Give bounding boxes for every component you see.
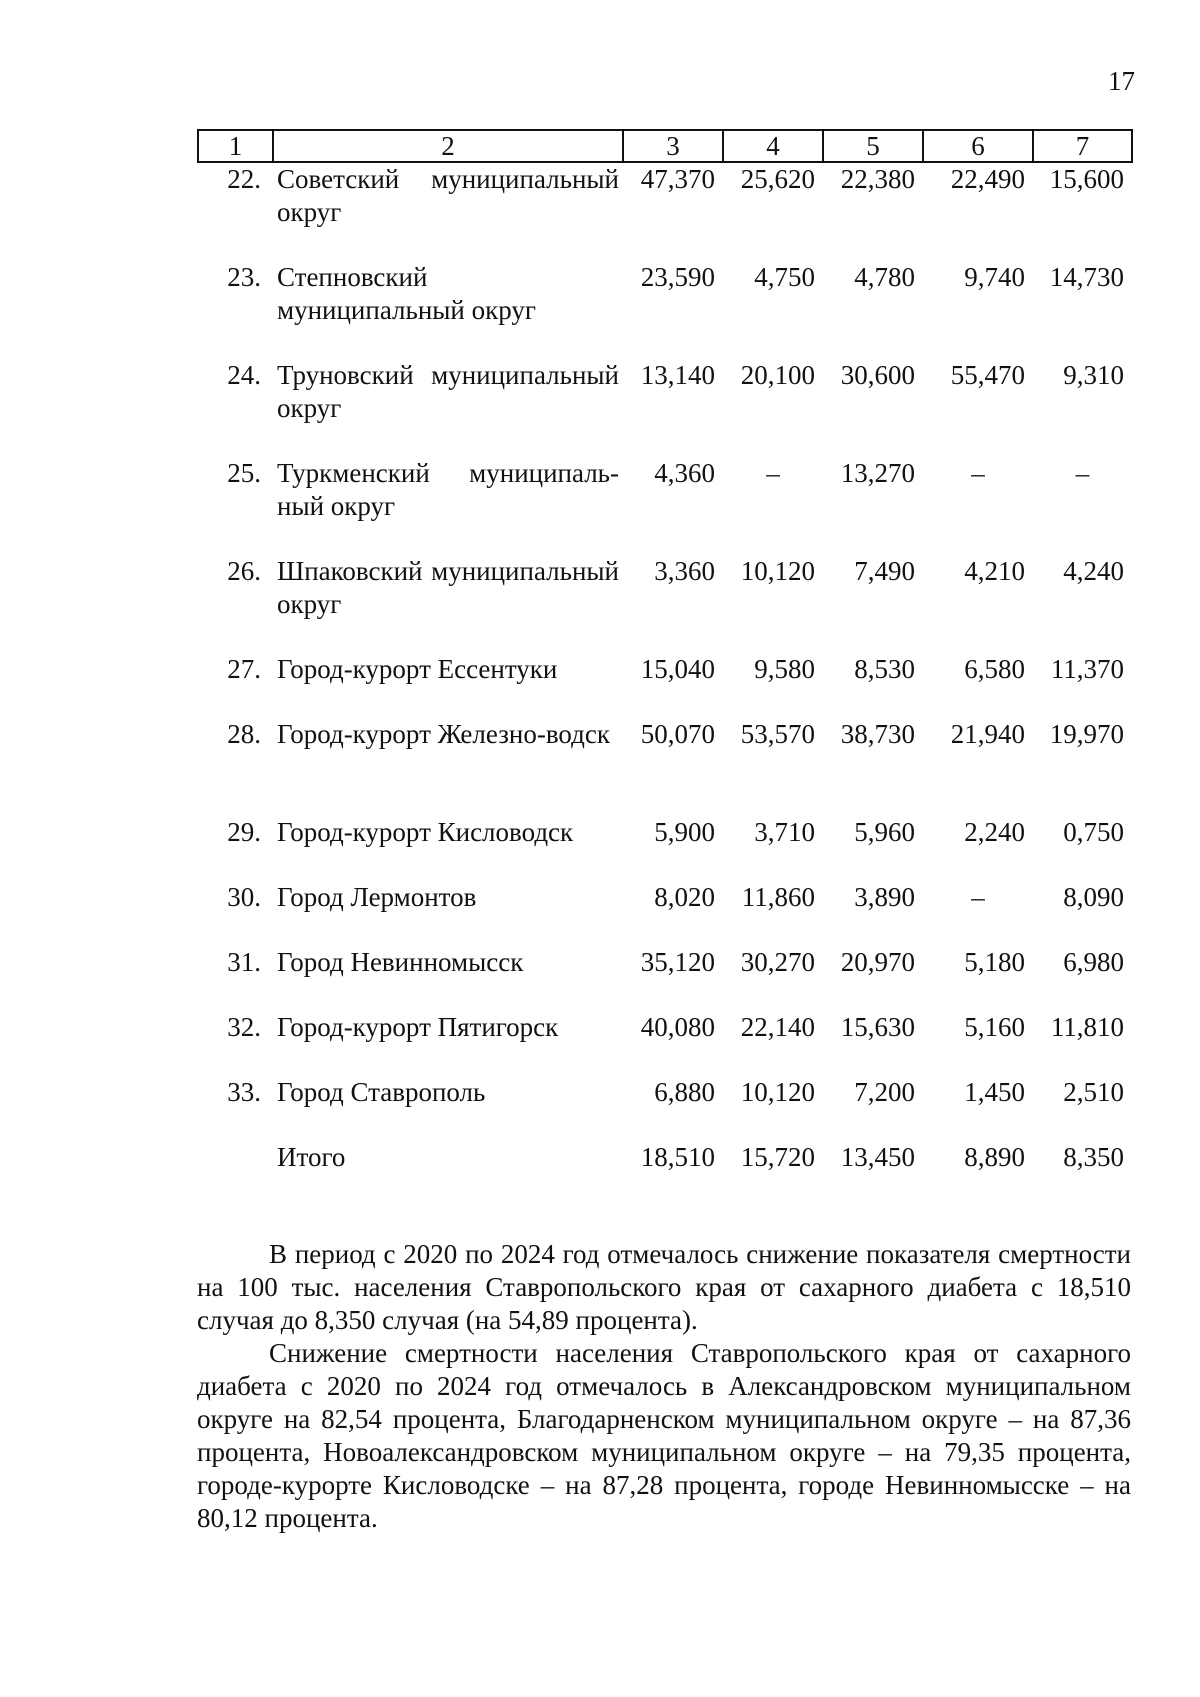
value-cell: 20,100 <box>740 360 815 390</box>
value-cell: – <box>766 458 780 488</box>
table-row <box>198 718 1132 816</box>
table-row <box>198 457 1132 555</box>
value-cell: 38,730 <box>840 719 915 749</box>
value-cell: 9,580 <box>754 654 815 684</box>
row-name: Город-курорт Кисловодск <box>277 817 574 847</box>
value-cell: 19,970 <box>1049 719 1124 749</box>
row-index: 22. <box>227 164 261 194</box>
table-row <box>198 1076 1132 1141</box>
value-cell: 5,960 <box>854 817 915 847</box>
value-cell: 10,120 <box>740 556 815 586</box>
value-cell: 4,780 <box>854 262 915 292</box>
table-row <box>198 555 1132 653</box>
value-cell: 5,160 <box>964 1012 1025 1042</box>
column-header: 2 <box>273 130 623 162</box>
row-index: 31. <box>227 947 261 977</box>
value-cell: – <box>1075 458 1090 488</box>
value-cell: – <box>971 458 985 488</box>
value-cell: 23,590 <box>640 262 715 292</box>
row-name: Туркменский муниципаль-ный округ <box>277 458 619 521</box>
column-header: 4 <box>723 130 823 162</box>
value-cell: 15,600 <box>1049 164 1124 194</box>
table-row <box>198 816 1132 881</box>
row-index: 23. <box>227 262 261 292</box>
table-row <box>198 1011 1132 1076</box>
row-index <box>198 1141 261 1181</box>
paragraph: Снижение смертности населения Ставропольского края от сахарного диабета с 2020 по 2024 год отмечалось в Александровском муниципальном округе на 82,54 процента, Благодарненском муниципальном округе – на 87,36 процента, Новоалександровском муниципальном округе – на 79,35 процента, городе-курорте Кисловодске – на 87,28 процента, городе Невинномысске – на 80,12 процента. <box>197 1338 1131 1533</box>
table-row <box>198 162 1132 261</box>
table-row <box>198 261 1132 359</box>
value-cell: 15,040 <box>640 654 715 684</box>
value-cell: 3,710 <box>754 817 815 847</box>
value-cell: 55,470 <box>950 360 1025 390</box>
row-name: Город Невинномысск <box>277 947 524 977</box>
value-cell: 22,380 <box>840 164 915 194</box>
value-cell: 1,450 <box>964 1077 1025 1107</box>
row-index: 25. <box>227 458 261 488</box>
row-name: Степновский муниципальный округ <box>277 262 536 325</box>
row-index: 33. <box>227 1077 261 1107</box>
row-name: Советский муниципальный округ <box>277 164 619 227</box>
value-cell: 2,240 <box>964 817 1025 847</box>
value-cell: 21,940 <box>950 719 1025 749</box>
value-cell: 8,890 <box>964 1142 1025 1172</box>
value-cell: 0,750 <box>1063 817 1124 847</box>
value-cell: 30,600 <box>840 360 915 390</box>
column-header: 6 <box>923 130 1033 162</box>
value-cell: 7,200 <box>854 1077 915 1107</box>
page-number: 17 <box>1108 66 1135 96</box>
value-cell: 15,630 <box>840 1012 915 1042</box>
value-cell: 5,180 <box>964 947 1025 977</box>
row-index: 24. <box>227 360 261 390</box>
value-cell: 3,890 <box>854 882 915 912</box>
value-cell: 5,900 <box>654 817 715 847</box>
table-header-row <box>198 130 1132 162</box>
column-header: 3 <box>623 130 723 162</box>
value-cell: 40,080 <box>640 1012 715 1042</box>
table-row <box>198 653 1132 718</box>
value-cell: 8,350 <box>1063 1142 1124 1172</box>
column-header: 7 <box>1033 130 1132 162</box>
row-name: Город Лермонтов <box>277 882 477 912</box>
table-row <box>198 359 1132 457</box>
value-cell: 10,120 <box>740 1077 815 1107</box>
row-index: 28. <box>227 719 261 749</box>
table-row <box>198 881 1132 946</box>
row-index: 26. <box>227 556 261 586</box>
value-cell: 9,740 <box>964 262 1025 292</box>
row-name: Город-курорт Железно-водск <box>277 719 610 749</box>
value-cell: 3,360 <box>654 556 715 586</box>
value-cell: 35,120 <box>640 947 715 977</box>
value-cell: 9,310 <box>1063 360 1124 390</box>
value-cell: 8,530 <box>854 654 915 684</box>
value-cell: 20,970 <box>840 947 915 977</box>
row-name: Труновский муниципальный округ <box>277 360 619 423</box>
value-cell: 4,750 <box>754 262 815 292</box>
body-text <box>197 1238 1131 1535</box>
value-cell: 14,730 <box>1049 262 1124 292</box>
value-cell: 25,620 <box>740 164 815 194</box>
value-cell: 15,720 <box>740 1142 815 1172</box>
value-cell: 11,810 <box>1050 1012 1124 1042</box>
value-cell: 2,510 <box>1063 1077 1124 1107</box>
value-cell: 13,450 <box>840 1142 915 1172</box>
value-cell: 6,880 <box>654 1077 715 1107</box>
value-cell: 8,090 <box>1063 882 1124 912</box>
row-name: Итого <box>277 1142 346 1172</box>
row-index: 32. <box>227 1012 261 1042</box>
row-index: 29. <box>227 817 261 847</box>
value-cell: 4,360 <box>654 458 715 488</box>
row-index: 30. <box>227 882 261 912</box>
value-cell: 7,490 <box>854 556 915 586</box>
value-cell: 11,860 <box>741 882 815 912</box>
value-cell: 4,240 <box>1063 556 1124 586</box>
mortality-table <box>197 129 1133 1181</box>
value-cell: 4,210 <box>964 556 1025 586</box>
value-cell: 47,370 <box>640 164 715 194</box>
row-name: Город-курорт Пятигорск <box>277 1012 559 1042</box>
value-cell: – <box>971 882 985 912</box>
value-cell: 8,020 <box>654 882 715 912</box>
value-cell: 22,490 <box>950 164 1025 194</box>
row-name: Город-курорт Ессентуки <box>277 654 558 684</box>
table-row <box>198 1141 1132 1181</box>
row-name: Город Ставрополь <box>277 1077 486 1107</box>
value-cell: 13,270 <box>840 458 915 488</box>
value-cell: 6,580 <box>964 654 1025 684</box>
value-cell: 22,140 <box>740 1012 815 1042</box>
value-cell: 18,510 <box>640 1142 715 1172</box>
value-cell: 6,980 <box>1063 947 1124 977</box>
value-cell: 30,270 <box>740 947 815 977</box>
value-cell: 13,140 <box>640 360 715 390</box>
value-cell: 53,570 <box>740 719 815 749</box>
row-index: 27. <box>227 654 261 684</box>
row-name: Шпаковский муниципальный округ <box>277 556 619 619</box>
value-cell: 50,070 <box>640 719 715 749</box>
column-header: 5 <box>823 130 923 162</box>
column-header: 1 <box>198 130 273 162</box>
value-cell: 11,370 <box>1050 654 1124 684</box>
table-row <box>198 946 1132 1011</box>
paragraph: В период с 2020 по 2024 год отмечалось снижение показателя смертности на 100 тыс. населения Ставропольского края от сахарного диабета с 18,510 случая до 8,350 случая (на 54,89 процента). <box>197 1239 1131 1335</box>
